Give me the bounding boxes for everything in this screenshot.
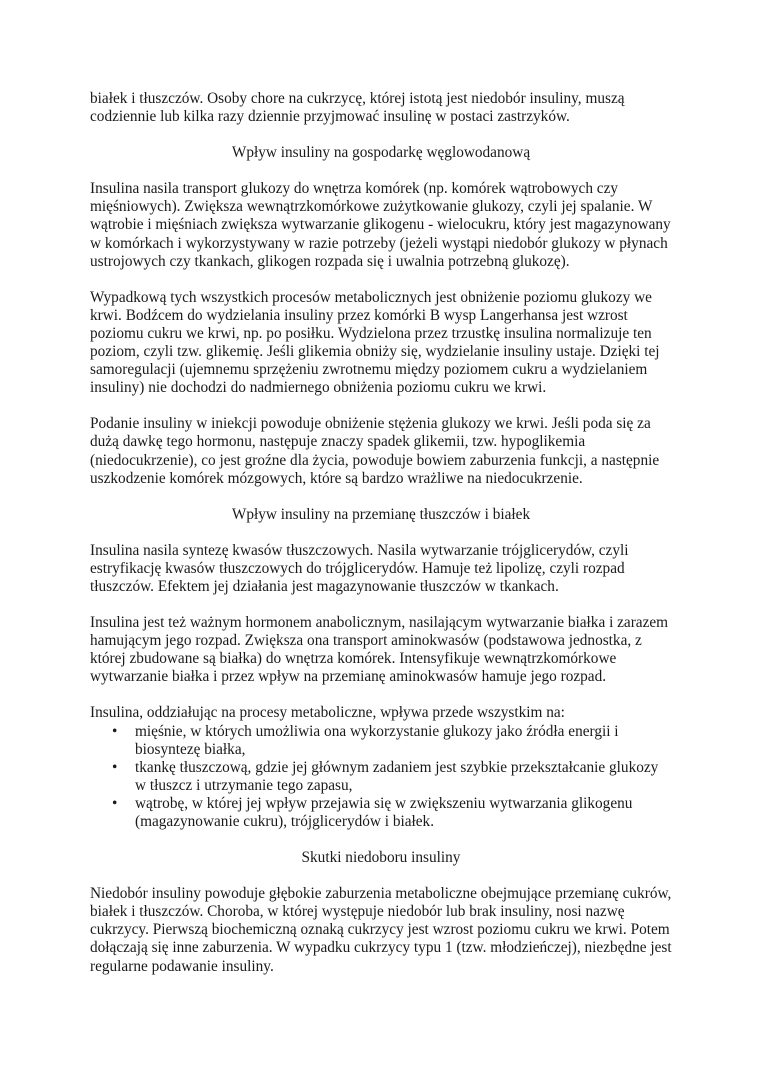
bullet-icon: •: [112, 758, 118, 776]
section-heading-deficiency: Skutki niedoboru insuliny: [301, 849, 461, 867]
paragraph: Podanie insuliny w iniekcji powoduje obniżenie stężenia glukozy we krwi. Jeśli poda się za dużą dawkę tego hormonu, następuje znaczy spadek glikemii, tzw. hypoglikemia (niedocukrzenie), co jest groźne dla życia, powoduje bowiem zaburzenia funkcji, a następnie uszkodzenie komórek mózgowych, które są bardzo wrażliwe na niedocukrzenie.: [90, 415, 660, 487]
bullet-icon: •: [112, 794, 118, 812]
list-item: • wątrobę, w której jej wpływ przejawia się w zwiększeniu wytwarzania glikogenu (magazynowanie cukru), trójglicerydów i białek.: [112, 794, 633, 830]
list-item: • mięśnie, w których umożliwia ona wykorzystanie glukozy jako źródła energii i biosyntezę białka,: [112, 722, 619, 758]
paragraph: Insulina nasila transport glukozy do wnętrza komórek (np. komórek wątrobowych czy mięśniowych). Zwiększa wewnątrzkomórkowe zużytkowanie glukozy, czyli jej spalanie. W wątrobie i mięśniach zwiększa wytwarzanie glikogenu - wielocukru, który jest magazynowany w komórkach i wykorzystywany w razie potrzeby (jeżeli wystąpi niedobór glukozy w płynach ustrojowych czy tkankach, glikogen rozpada się i uwalnia potrzebną glukozę).: [90, 180, 671, 270]
list-item: • tkankę tłuszczową, gdzie jej głównym zadaniem jest szybkie przekształcanie glukozy w tłuszcz i utrzymanie tego zapasu,: [112, 758, 659, 794]
intro-paragraph: białek i tłuszczów. Osoby chore na cukrzycę, której istotą jest niedobór insuliny, muszą codziennie lub kilka razy dziennie przyjmować insulinę w postaci zastrzyków.: [90, 90, 625, 126]
section-heading-carbohydrates: Wpływ insuliny na gospodarkę węglowodanową: [231, 144, 531, 162]
section-heading-fats-proteins: Wpływ insuliny na przemianę tłuszczów i białek: [231, 505, 531, 523]
paragraph: Insulina nasila syntezę kwasów tłuszczowych. Nasila wytwarzanie trójglicerydów, czyli estryfikację kwasów tłuszczowych do trójglicerydów. Hamuje też lipolizę, czyli rozpad tłuszczów. Efektem jej działania jest magazynowanie tłuszczów w tkankach.: [90, 541, 629, 595]
paragraph: Niedobór insuliny powoduje głębokie zaburzenia metaboliczne obejmujące przemianę cukrów, białek i tłuszczów. Choroba, w której występuje niedobór lub brak insuliny, nosi nazwę cukrzycy. Pierwszą biochemiczną oznaką cukrzycy jest wzrost poziomu cukru we krwi. Potem dołączają się inne zaburzenia. W wypadku cukrzycy typu 1 (tzw. młodzieńczej), niezbędne jest regularne podawanie insuliny.: [90, 885, 672, 975]
paragraph: Wypadkową tych wszystkich procesów metabolicznych jest obniżenie poziomu glukozy we krwi. Bodźcem do wydzielania insuliny przez komórki B wysp Langerhansa jest wzrost poziomu cukru we krwi, np. po posiłku. Wydzielona przez trzustkę insulina normalizuje ten poziom, czyli tzw. glikemię. Jeśli glikemia obniży się, wydzielanie insuliny ustaje. Dzięki tej samoregulacji (ujemnemu sprzężeniu zwrotnemu między poziomem cukru a wydzielaniem insuliny) nie dochodzi do nadmiernego obniżenia poziomu cukru we krwi.: [90, 288, 660, 397]
bullet-icon: •: [112, 722, 118, 740]
list-intro: Insulina, oddziałując na procesy metaboliczne, wpływa przede wszystkim na:: [90, 704, 565, 722]
paragraph: Insulina jest też ważnym hormonem anabolicznym, nasilającym wytwarzanie białka i zarazem hamującym jego rozpad. Zwiększa ona transport aminokwasów (podstawowa jednostka, z której zbudowane są białka) do wnętrza komórek. Intensyfikuje wewnątrzkomórkowe wytwarzanie białka i przez wpływ na przemianę aminokwasów hamuje jego rozpad.: [90, 614, 669, 686]
bullet-list: [90, 723, 672, 832]
